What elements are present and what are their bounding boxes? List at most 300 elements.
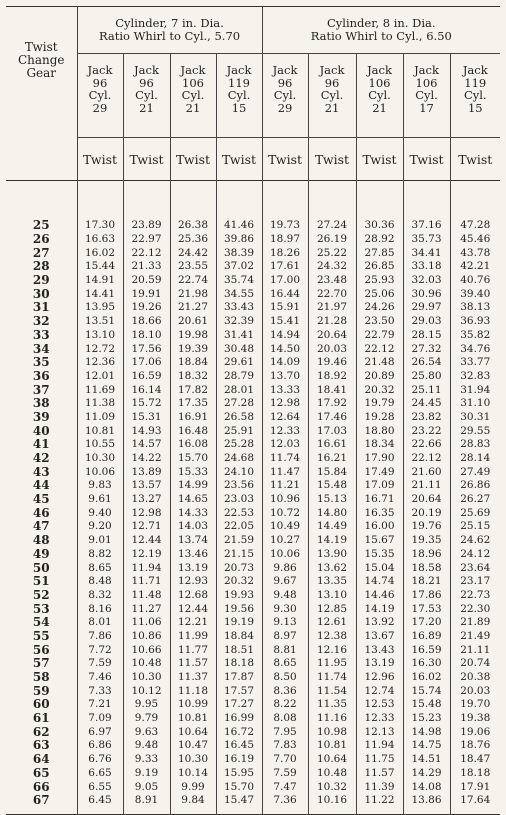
- gear-number-cell: 42: [6, 452, 77, 466]
- twist-value-cell: 38.13: [460, 301, 491, 314]
- table-row: [6, 794, 500, 808]
- twist-value-cell: 20.32: [356, 383, 403, 397]
- twist-value-cell: 8.65: [262, 657, 308, 671]
- bottom-pad-cell: [6, 808, 77, 815]
- twist-value-cell: 28.01: [216, 383, 262, 397]
- twist-value-cell: 17.35: [170, 397, 216, 411]
- gear-number-cell: 28: [6, 260, 77, 274]
- table-row: [6, 301, 500, 315]
- column-header-line: Jack: [414, 63, 439, 77]
- twist-value-cell: 16.14: [123, 383, 170, 397]
- gear-number-cell: 47: [6, 520, 77, 534]
- twist-value-cell: 9.67: [262, 575, 308, 589]
- twist-value-cell: 14.80: [308, 506, 356, 520]
- twist-value-cell: 25.69: [460, 506, 491, 519]
- twist-value-cell: 24.32: [308, 260, 356, 274]
- twist-value-cell: 20.03: [308, 342, 356, 356]
- twist-value-cell: 47.28: [460, 219, 491, 232]
- column-header-line: 96: [92, 75, 108, 90]
- gear-number-cell: 41: [6, 438, 77, 452]
- twist-value-cell: 14.99: [170, 479, 216, 493]
- twist-value-cell: 24.42: [170, 246, 216, 260]
- spacer-cell: [308, 181, 356, 220]
- spacer-cell: [123, 181, 170, 220]
- twist-value-cell: 26.86: [460, 479, 491, 492]
- column-header-line: Jack: [367, 63, 392, 77]
- twist-value-cell: 22.12: [356, 342, 403, 356]
- twist-value-cell: 19.76: [403, 520, 450, 534]
- table-row: [6, 493, 500, 507]
- twist-value-cell: 16.59: [403, 643, 450, 657]
- twist-value-cell: 10.66: [123, 643, 170, 657]
- gear-header-line: Change: [17, 53, 65, 67]
- twist-value-cell: 27.49: [460, 465, 491, 478]
- column-header-3: [170, 54, 216, 138]
- twist-value-cell: 14.19: [308, 534, 356, 548]
- bottom-pad-cell: [262, 808, 308, 815]
- twist-value-cell: 10.99: [170, 698, 216, 712]
- gear-number-cell: 63: [6, 739, 77, 753]
- gear-number-cell: 37: [6, 383, 77, 397]
- twist-value-cell: 6.76: [77, 753, 123, 767]
- gear-number-cell: 39: [6, 411, 77, 425]
- twist-value-cell: 19.39: [170, 342, 216, 356]
- table-row: [6, 383, 500, 397]
- twist-value-cell: 17.30: [77, 219, 123, 233]
- column-header-line: Cyl.: [88, 88, 112, 102]
- table-row: [6, 233, 500, 247]
- twist-value-cell: 11.94: [356, 739, 403, 753]
- twist-value-cell: 12.74: [356, 684, 403, 698]
- twist-value-cell: 11.57: [170, 657, 216, 671]
- twist-value-cell: 7.59: [262, 767, 308, 781]
- twist-value-cell: 18.92: [308, 370, 356, 384]
- twist-column-label: Twist: [308, 138, 356, 181]
- twist-value-cell: 23.03: [216, 493, 262, 507]
- twist-value-cell: 12.44: [123, 534, 170, 548]
- twist-value-cell: 10.27: [262, 534, 308, 548]
- column-header-4: [216, 54, 262, 138]
- twist-value-cell: 9.95: [123, 698, 170, 712]
- gear-number-cell: 36: [6, 370, 77, 384]
- bottom-pad-cell: [403, 808, 450, 815]
- twist-value-cell: 14.98: [403, 725, 450, 739]
- twist-column-label: Twist: [170, 138, 216, 181]
- twist-value-cell: 10.30: [123, 671, 170, 685]
- table-row: [6, 260, 500, 274]
- gear-number-cell: 38: [6, 397, 77, 411]
- twist-value-cell: 22.70: [308, 287, 356, 301]
- twist-value-cell: 23.55: [170, 260, 216, 274]
- gear-number-cell: 52: [6, 589, 77, 603]
- twist-value-cell: 14.29: [403, 767, 450, 781]
- twist-value-cell: 19.98: [170, 329, 216, 343]
- twist-value-cell: 13.51: [77, 315, 123, 329]
- column-header-line: Cyl.: [135, 88, 158, 102]
- column-header-line: Cyl.: [368, 88, 391, 102]
- twist-value-cell: 8.97: [262, 630, 308, 644]
- column-header-line: Cyl.: [415, 88, 438, 102]
- table-row: [6, 342, 500, 356]
- twist-value-cell: 10.64: [170, 725, 216, 739]
- twist-value-cell: 12.33: [262, 424, 308, 438]
- twist-value-cell: 21.98: [170, 287, 216, 301]
- twist-value-cell: 25.15: [460, 520, 491, 533]
- twist-value-cell: 21.11: [403, 479, 450, 493]
- twist-value-cell: 11.54: [308, 684, 356, 698]
- twist-value-cell: 11.27: [123, 602, 170, 616]
- twist-value-cell: 29.61: [216, 356, 262, 370]
- twist-value-cell: 29.03: [403, 315, 450, 329]
- twist-value-cell: 12.36: [77, 356, 123, 370]
- twist-value-cell: 35.74: [216, 274, 262, 288]
- twist-value-cell: 11.18: [170, 684, 216, 698]
- twist-value-cell: 29.55: [460, 424, 491, 437]
- twist-value-cell: 18.10: [123, 329, 170, 343]
- twist-value-cell: 18.26: [262, 246, 308, 260]
- twist-value-cell: 15.67: [356, 534, 403, 548]
- column-header-6: [308, 54, 356, 138]
- twist-value-cell: 10.49: [262, 520, 308, 534]
- twist-value-cell: 16.61: [308, 438, 356, 452]
- twist-column-label: Twist: [216, 138, 262, 181]
- twist-value-cell: 24.12: [460, 547, 491, 560]
- gear-number-cell: 59: [6, 684, 77, 698]
- twist-value-cell: 11.99: [170, 630, 216, 644]
- twist-value-cell: 19.19: [216, 616, 262, 630]
- twist-value-cell: 19.06: [460, 725, 491, 738]
- twist-value-cell: 21.97: [308, 301, 356, 315]
- table-row: [6, 465, 500, 479]
- twist-value-cell: 22.79: [356, 329, 403, 343]
- twist-value-cell: 18.51: [216, 643, 262, 657]
- bottom-pad-cell: [308, 808, 356, 815]
- twist-value-cell: 13.62: [308, 561, 356, 575]
- twist-value-cell: 20.59: [123, 274, 170, 288]
- twist-value-cell: 16.72: [216, 725, 262, 739]
- twist-value-cell: 14.49: [308, 520, 356, 534]
- twist-value-cell: 10.48: [123, 657, 170, 671]
- twist-value-cell: 25.11: [403, 383, 450, 397]
- twist-value-cell: 17.64: [460, 794, 491, 807]
- twist-value-cell: 41.46: [216, 219, 262, 233]
- twist-value-cell: 13.10: [77, 329, 123, 343]
- twist-value-cell: 22.12: [123, 246, 170, 260]
- twist-value-cell: 14.51: [403, 753, 450, 767]
- column-header-line: 96: [139, 75, 154, 90]
- twist-value-cell: 15.31: [123, 411, 170, 425]
- twist-value-cell: 8.01: [77, 616, 123, 630]
- gear-number-cell: 57: [6, 657, 77, 671]
- twist-column-label: Twist: [77, 138, 123, 181]
- column-header-9: [450, 54, 500, 138]
- gear-number-cell: 44: [6, 479, 77, 493]
- twist-value-cell: 12.38: [308, 630, 356, 644]
- twist-value-cell: 9.01: [77, 534, 123, 548]
- twist-value-cell: 20.32: [216, 575, 262, 589]
- twist-value-cell: 28.79: [216, 370, 262, 384]
- table-row: [6, 780, 500, 794]
- twist-change-gear-table: [6, 6, 500, 815]
- twist-value-cell: 8.65: [77, 561, 123, 575]
- twist-value-cell: 11.16: [308, 712, 356, 726]
- twist-value-cell: 34.76: [460, 342, 491, 355]
- twist-value-cell: 13.35: [308, 575, 356, 589]
- twist-value-cell: 26.38: [170, 219, 216, 233]
- twist-value-cell: 9.20: [77, 520, 123, 534]
- column-header-7: [356, 54, 403, 138]
- twist-value-cell: 14.50: [262, 342, 308, 356]
- twist-value-cell: 17.27: [216, 698, 262, 712]
- twist-value-cell: 12.44: [170, 602, 216, 616]
- column-header-line: Jack: [226, 63, 252, 77]
- twist-value-cell: 14.03: [170, 520, 216, 534]
- twist-value-cell: 12.68: [170, 589, 216, 603]
- twist-value-cell: 9.61: [77, 493, 123, 507]
- twist-value-cell: 19.56: [216, 602, 262, 616]
- twist-value-cell: 24.10: [216, 465, 262, 479]
- twist-value-cell: 8.91: [123, 794, 170, 808]
- gear-number-cell: 66: [6, 780, 77, 794]
- gear-number-cell: 65: [6, 767, 77, 781]
- twist-value-cell: 25.28: [216, 438, 262, 452]
- twist-value-cell: 20.19: [403, 506, 450, 520]
- twist-value-cell: 26.85: [356, 260, 403, 274]
- twist-value-cell: 15.13: [308, 493, 356, 507]
- column-header-line: 21: [185, 100, 201, 115]
- table-row: [6, 397, 500, 411]
- twist-value-cell: 15.91: [262, 301, 308, 315]
- twist-value-cell: 15.48: [308, 479, 356, 493]
- twist-value-cell: 12.61: [308, 616, 356, 630]
- twist-value-cell: 12.13: [356, 725, 403, 739]
- twist-value-cell: 19.70: [460, 698, 491, 711]
- twist-value-cell: 21.27: [170, 301, 216, 315]
- twist-value-cell: 20.61: [170, 315, 216, 329]
- twist-value-cell: 6.65: [77, 767, 123, 781]
- twist-value-cell: 20.64: [403, 493, 450, 507]
- column-header-line: Cyl.: [181, 88, 205, 102]
- twist-value-cell: 9.86: [262, 561, 308, 575]
- twist-value-cell: 13.95: [77, 301, 123, 315]
- twist-value-cell: 34.41: [403, 246, 450, 260]
- twist-value-cell: 11.47: [262, 465, 308, 479]
- bottom-pad-cell: [77, 808, 123, 815]
- gear-number-cell: 40: [6, 424, 77, 438]
- twist-value-cell: 7.47: [262, 780, 308, 794]
- twist-value-cell: 25.22: [308, 246, 356, 260]
- twist-value-cell: 16.30: [403, 657, 450, 671]
- twist-value-cell: 21.15: [216, 548, 262, 562]
- table-row: [6, 411, 500, 425]
- twist-value-cell: 19.93: [216, 589, 262, 603]
- column-header-line: 15: [467, 100, 483, 115]
- twist-value-cell: 15.84: [308, 465, 356, 479]
- twist-value-cell: 17.06: [123, 356, 170, 370]
- twist-value-cell: 11.71: [123, 575, 170, 589]
- twist-value-cell: 12.98: [262, 397, 308, 411]
- twist-value-cell: 12.85: [308, 602, 356, 616]
- table-row: [6, 712, 500, 726]
- twist-value-cell: 11.74: [308, 671, 356, 685]
- twist-value-cell: 20.03: [460, 684, 491, 697]
- gear-number-cell: 27: [6, 246, 77, 260]
- twist-value-cell: 10.64: [308, 753, 356, 767]
- table-row: [6, 479, 500, 493]
- twist-value-cell: 18.84: [216, 630, 262, 644]
- twist-value-cell: 12.72: [77, 342, 123, 356]
- twist-value-cell: 18.97: [262, 233, 308, 247]
- twist-value-cell: 8.50: [262, 671, 308, 685]
- twist-value-cell: 10.81: [170, 712, 216, 726]
- twist-value-cell: 13.19: [170, 561, 216, 575]
- column-header-line: 15: [231, 100, 247, 115]
- twist-value-cell: 22.97: [123, 233, 170, 247]
- twist-change-gear-header: [6, 7, 77, 181]
- table-row: [6, 246, 500, 260]
- twist-value-cell: 27.32: [403, 342, 450, 356]
- twist-value-cell: 20.73: [216, 561, 262, 575]
- cylinder-8-line: Ratio Whirl to Cyl., 6.50: [310, 29, 452, 43]
- column-header-line: 119: [228, 75, 250, 90]
- twist-value-cell: 8.48: [77, 575, 123, 589]
- column-header-line: Jack: [87, 63, 113, 77]
- twist-value-cell: 21.11: [460, 643, 491, 656]
- twist-value-cell: 6.86: [77, 739, 123, 753]
- table-row: [6, 315, 500, 329]
- table-row: [6, 219, 500, 233]
- twist-value-cell: 8.16: [77, 602, 123, 616]
- twist-value-cell: 23.22: [403, 424, 450, 438]
- column-header-8: [403, 54, 450, 138]
- twist-value-cell: 26.27: [460, 493, 491, 506]
- twist-value-cell: 14.75: [403, 739, 450, 753]
- twist-value-cell: 19.79: [356, 397, 403, 411]
- column-header-line: Jack: [134, 63, 159, 77]
- twist-value-cell: 7.21: [77, 698, 123, 712]
- twist-value-cell: 15.23: [403, 712, 450, 726]
- twist-value-cell: 15.48: [403, 698, 450, 712]
- twist-value-cell: 9.63: [123, 725, 170, 739]
- twist-value-cell: 14.09: [262, 356, 308, 370]
- gear-number-cell: 67: [6, 794, 77, 808]
- twist-value-cell: 12.19: [123, 548, 170, 562]
- twist-value-cell: 22.05: [216, 520, 262, 534]
- twist-value-cell: 11.48: [123, 589, 170, 603]
- table-row: [6, 575, 500, 589]
- twist-value-cell: 18.58: [403, 561, 450, 575]
- table-row: [6, 548, 500, 562]
- gear-number-cell: 45: [6, 493, 77, 507]
- twist-value-cell: 7.59: [77, 657, 123, 671]
- twist-value-cell: 12.98: [123, 506, 170, 520]
- twist-value-cell: 10.86: [123, 630, 170, 644]
- column-header-line: 96: [277, 75, 293, 90]
- twist-value-cell: 16.99: [216, 712, 262, 726]
- twist-value-cell: 8.81: [262, 643, 308, 657]
- twist-value-cell: 39.40: [460, 287, 491, 300]
- twist-value-cell: 7.46: [77, 671, 123, 685]
- twist-value-cell: 13.27: [123, 493, 170, 507]
- twist-value-cell: 17.03: [308, 424, 356, 438]
- twist-value-cell: 11.35: [308, 698, 356, 712]
- twist-value-cell: 12.33: [356, 712, 403, 726]
- gear-number-cell: 50: [6, 561, 77, 575]
- spacer-cell: [216, 181, 262, 220]
- gear-number-cell: 64: [6, 753, 77, 767]
- twist-value-cell: 15.70: [216, 780, 262, 794]
- twist-value-cell: 21.60: [403, 465, 450, 479]
- twist-value-cell: 10.16: [308, 794, 356, 808]
- gear-number-cell: 49: [6, 548, 77, 562]
- twist-value-cell: 11.21: [262, 479, 308, 493]
- twist-value-cell: 7.95: [262, 725, 308, 739]
- twist-value-cell: 11.39: [356, 780, 403, 794]
- twist-value-cell: 9.79: [123, 712, 170, 726]
- twist-value-cell: 14.93: [123, 424, 170, 438]
- twist-value-cell: 14.22: [123, 452, 170, 466]
- table-row: [6, 520, 500, 534]
- twist-value-cell: 26.19: [308, 233, 356, 247]
- twist-value-cell: 7.70: [262, 753, 308, 767]
- twist-value-cell: 30.48: [216, 342, 262, 356]
- twist-value-cell: 18.18: [460, 766, 491, 779]
- column-header-line: 29: [92, 100, 108, 115]
- twist-value-cell: 21.28: [308, 315, 356, 329]
- column-header-line: 119: [464, 75, 487, 90]
- twist-value-cell: 24.62: [460, 534, 491, 547]
- twist-value-cell: 9.05: [123, 780, 170, 794]
- twist-value-cell: 12.71: [123, 520, 170, 534]
- twist-value-cell: 16.08: [170, 438, 216, 452]
- column-header-line: Cyl.: [320, 88, 344, 102]
- table-row: [6, 287, 500, 301]
- cylinder-8-header: [262, 7, 500, 54]
- twist-value-cell: 19.38: [460, 712, 491, 725]
- twist-value-cell: 11.37: [170, 671, 216, 685]
- twist-value-cell: 11.75: [356, 753, 403, 767]
- table-row: [6, 698, 500, 712]
- twist-value-cell: 37.02: [216, 260, 262, 274]
- gear-number-cell: 53: [6, 602, 77, 616]
- twist-value-cell: 19.26: [123, 301, 170, 315]
- twist-value-cell: 17.87: [216, 671, 262, 685]
- twist-value-cell: 13.57: [123, 479, 170, 493]
- table-row: [6, 274, 500, 288]
- twist-value-cell: 11.22: [356, 794, 403, 808]
- bottom-pad-cell: [356, 808, 403, 815]
- bottom-pad-cell: [216, 808, 262, 815]
- twist-value-cell: 8.32: [77, 589, 123, 603]
- twist-value-cell: 18.21: [403, 575, 450, 589]
- twist-value-cell: 16.02: [403, 671, 450, 685]
- spacer-cell: [170, 181, 216, 220]
- column-header-1: [77, 54, 123, 138]
- twist-value-cell: 20.64: [308, 329, 356, 343]
- table-row: [6, 561, 500, 575]
- twist-value-cell: 32.39: [216, 315, 262, 329]
- twist-value-cell: 16.19: [216, 753, 262, 767]
- twist-value-cell: 17.82: [170, 383, 216, 397]
- twist-value-cell: 28.92: [356, 233, 403, 247]
- bottom-pad-cell: [123, 808, 170, 815]
- twist-value-cell: 32.03: [403, 274, 450, 288]
- twist-value-cell: 16.59: [123, 370, 170, 384]
- twist-value-cell: 6.97: [77, 725, 123, 739]
- twist-value-cell: 13.90: [308, 548, 356, 562]
- twist-value-cell: 9.48: [123, 739, 170, 753]
- twist-value-cell: 17.61: [262, 260, 308, 274]
